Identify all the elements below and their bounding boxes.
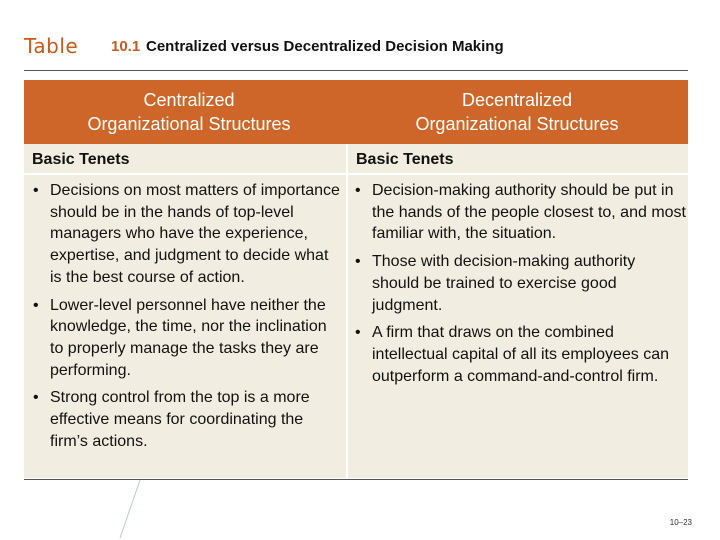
column-divider (346, 144, 348, 478)
bullet-icon: • (33, 182, 39, 199)
column-heading-centralized (24, 88, 354, 136)
list-item-text: Lower-level personnel have neither the knowledge, the time, nor the inclination to properly manage the tasks they are performing. (50, 296, 327, 379)
column-heading-line: Organizational Structures (87, 114, 291, 134)
table-title: Centralized versus Decentralized Decision Making (146, 38, 504, 55)
subheading-centralized: Basic Tenets (32, 151, 130, 168)
list-item-text: Decision-making authority should be put in the hands of the people closest to, and most familiar with, the situation. (372, 182, 686, 243)
bullet-icon: • (355, 182, 361, 199)
list-item-text: Those with decision-making authority should be trained to exercise good judgment. (372, 253, 636, 314)
table-label: Table (24, 34, 79, 58)
column-heading-line: Centralized (143, 90, 235, 110)
list-item (30, 387, 344, 452)
list-item-text: Decisions on most matters of importance should be in the hands of top-level managers who have the experience, expertise, and judgment to decide what is the best course of action. (50, 182, 340, 286)
tenets-list-decentralized (352, 180, 686, 393)
list-item (30, 180, 344, 289)
list-item (352, 251, 686, 316)
subheading-divider (24, 173, 688, 175)
table-number: 10.1 (111, 38, 141, 55)
column-heading-decentralized (352, 88, 682, 136)
bullet-icon: • (355, 253, 361, 271)
bullet-icon: • (355, 324, 361, 342)
list-item-text: A firm that draws on the combined intellectual capital of all its employees can outperform a command-and-control firm. (372, 324, 670, 385)
bullet-icon: • (33, 389, 39, 407)
list-item (352, 322, 686, 387)
list-item-text: Strong control from the top is a more effective means for coordinating the firm’s actions. (50, 389, 310, 450)
bullet-icon: • (33, 296, 39, 314)
top-rule (24, 70, 688, 71)
column-heading-line: Organizational Structures (415, 114, 619, 134)
decorative-line-icon (118, 478, 148, 540)
list-item (352, 180, 686, 245)
page-number: 10–23 (669, 518, 692, 527)
column-heading-line: Decentralized (461, 90, 573, 110)
list-item (30, 295, 344, 382)
subheading-decentralized: Basic Tenets (356, 151, 454, 168)
tenets-list-centralized (30, 180, 344, 458)
